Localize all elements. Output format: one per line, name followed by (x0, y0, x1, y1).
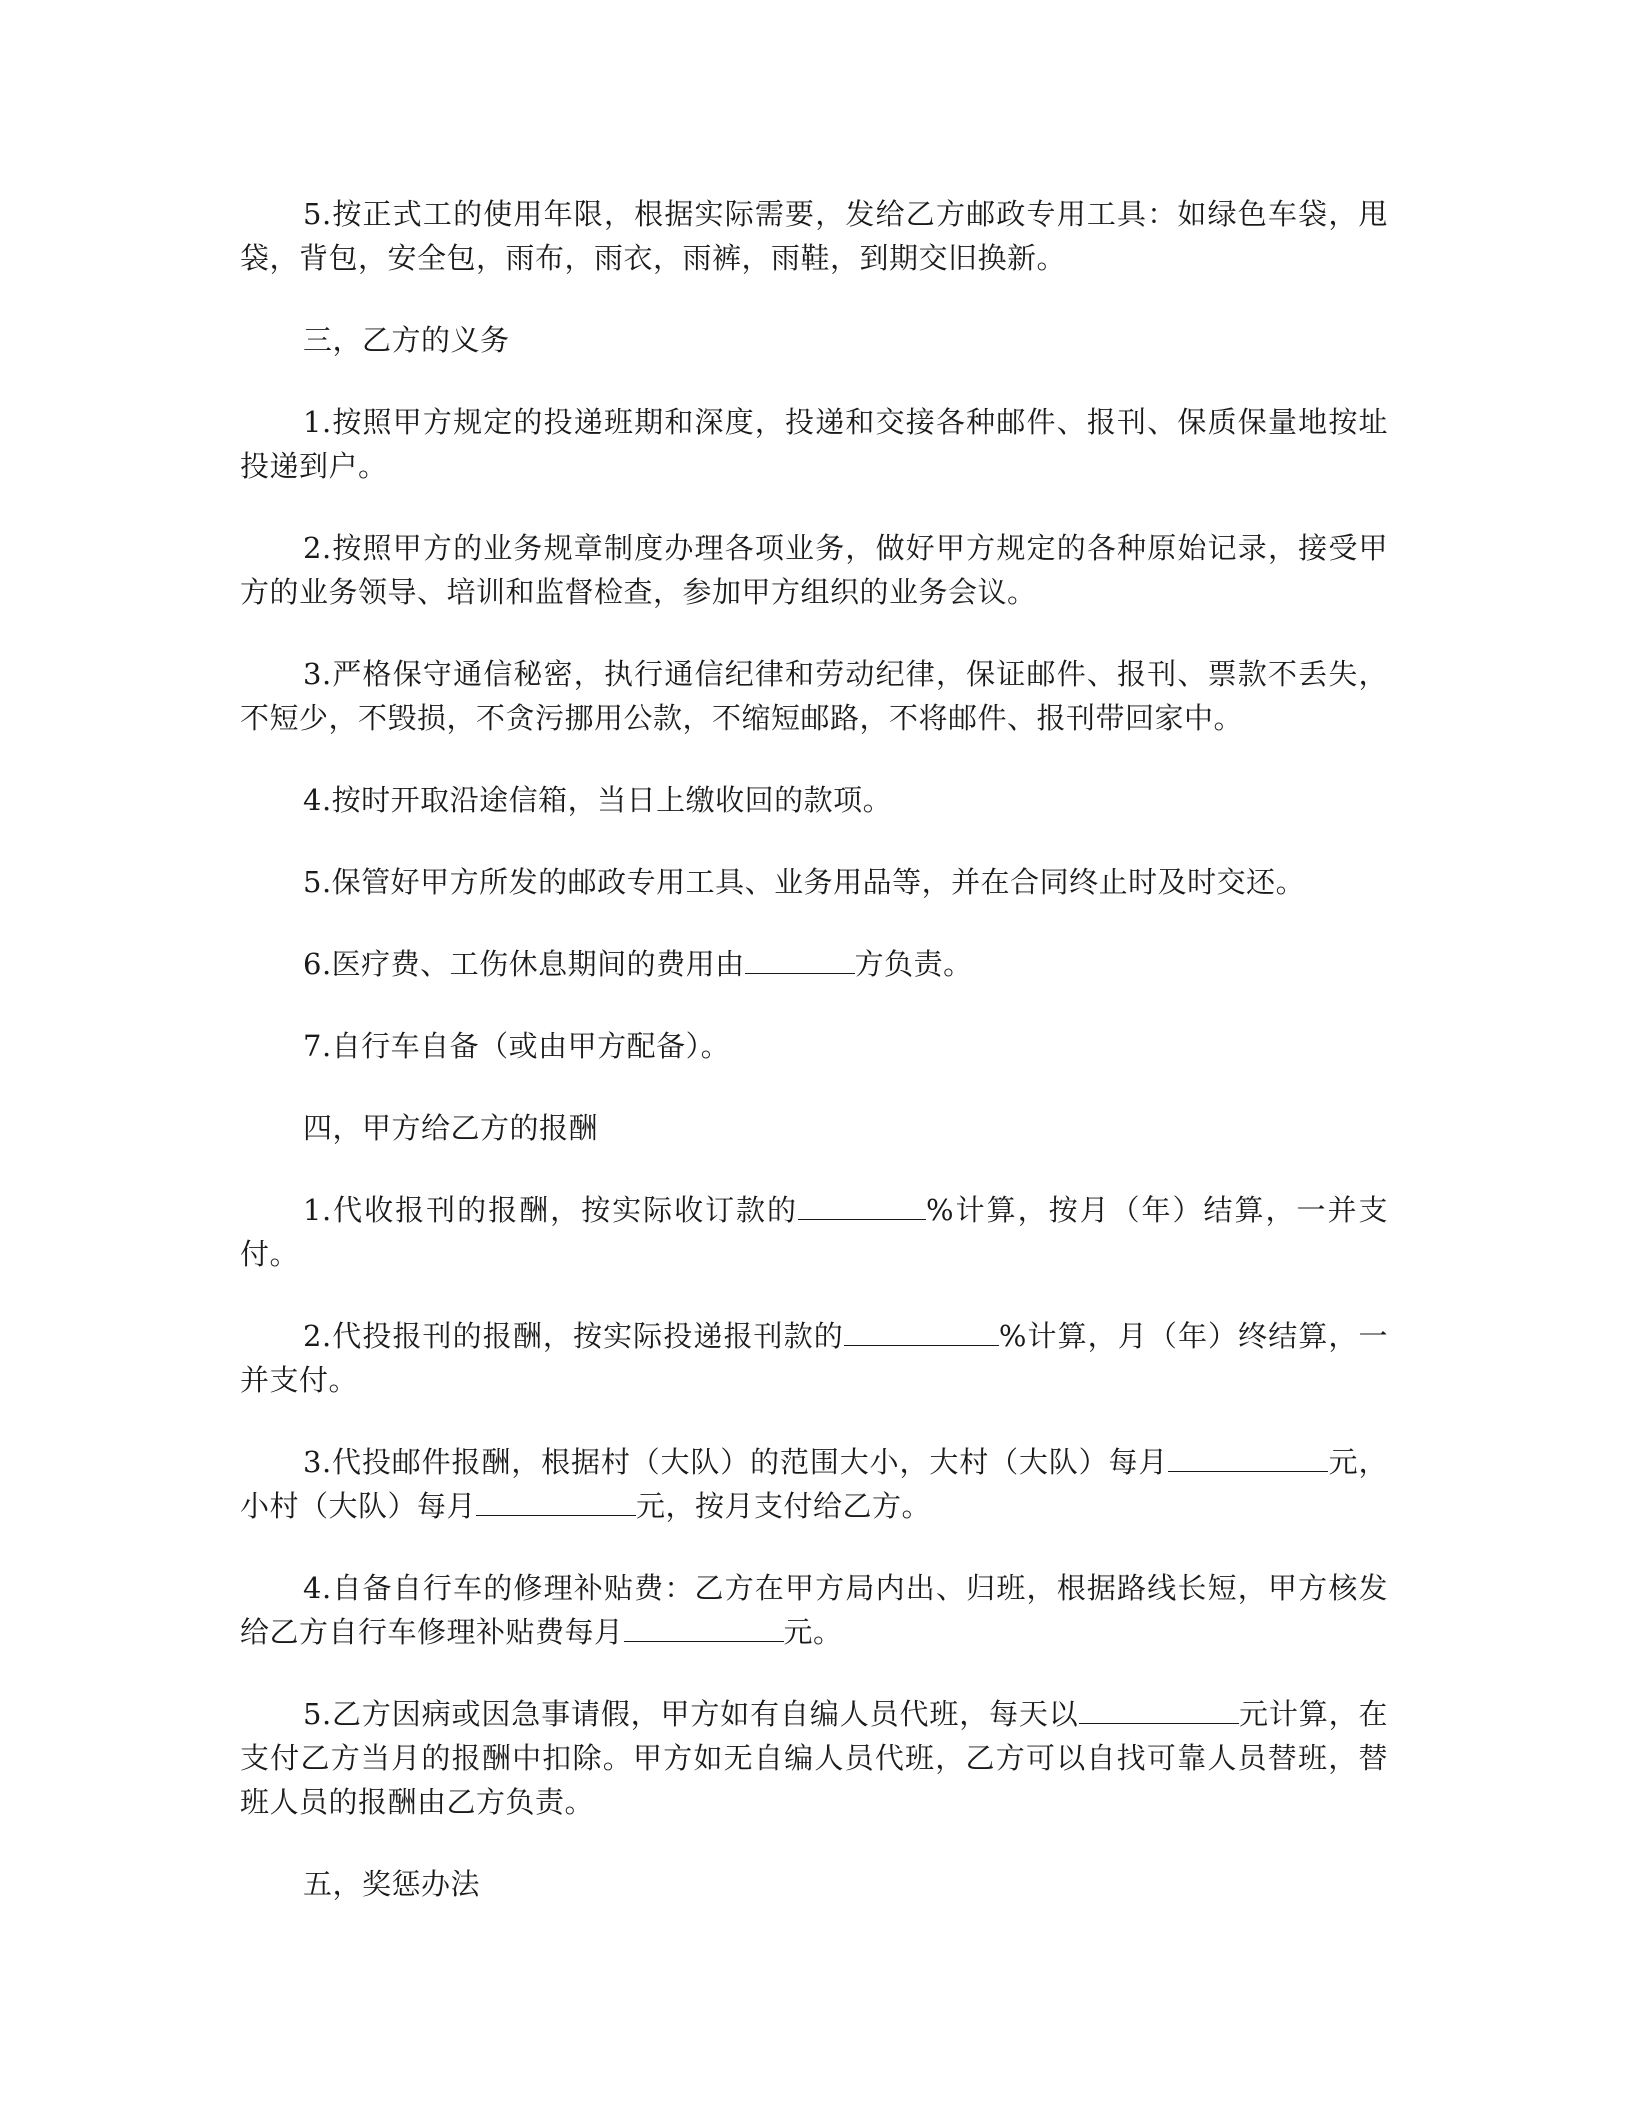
fill-in-blank[interactable] (745, 943, 855, 974)
fill-in-blank[interactable] (1168, 1441, 1328, 1472)
paragraph-text: 元。 (783, 1615, 843, 1649)
fill-in-blank[interactable] (624, 1611, 784, 1642)
section-heading-5 (240, 1862, 1388, 1906)
clause-2-5-tools (240, 192, 1388, 280)
clause-4-4-bicycle-repair (240, 1566, 1388, 1654)
fill-in-blank[interactable] (798, 1189, 926, 1220)
fill-in-blank[interactable] (844, 1315, 999, 1346)
paragraph-text: 元计算，在支付乙方当月的报酬中扣除。甲方如无自编人员代班，乙方可以自找可靠人员替班，替班人员的报酬由乙方负责。 (240, 1697, 1388, 1819)
paragraph-text: 元，按月支付给乙方。 (636, 1489, 932, 1523)
paragraph-text: 2.按照甲方的业务规章制度办理各项业务，做好甲方规定的各种原始记录，接受甲方的业务领导、培训和监督检查，参加甲方组织的业务会议。 (240, 531, 1388, 609)
clause-3-1-delivery (240, 400, 1388, 488)
clause-4-3-mail-pay (240, 1440, 1388, 1528)
paragraph-text: 3.代投邮件报酬，根据村（大队）的范围大小，大村（大队）每月 (303, 1445, 1169, 1479)
paragraph-text: 1.按照甲方规定的投递班期和深度，投递和交接各种邮件、报刊、保质保量地按址投递到户。 (240, 405, 1388, 483)
paragraph-text: 4.自备自行车的修理补贴费：乙方在甲方局内出、归班，根据路线长短，甲方核发给乙方自行车修理补贴费每月 (240, 1571, 1388, 1649)
clause-3-3-confidentiality (240, 652, 1388, 740)
paragraph-text: 6.医疗费、工伤休息期间的费用由 (303, 947, 745, 981)
paragraph-text: %计算，月（年）终结算，一并支付。 (240, 1319, 1389, 1397)
paragraph-text: %计算，按月（年）结算，一并支付。 (240, 1193, 1388, 1271)
fill-in-blank[interactable] (1079, 1693, 1239, 1724)
paragraph-text: 3.严格保守通信秘密，执行通信纪律和劳动纪律，保证邮件、报刊、票款不丢失，不短少，不毁损，不贪污挪用公款，不缩短邮路，不将邮件、报刊带回家中。 (240, 657, 1388, 735)
paragraph-text: 4.按时开取沿途信箱，当日上缴收回的款项。 (303, 783, 893, 817)
paragraph-text: 1.代收报刊的报酬，按实际收订款的 (303, 1193, 799, 1227)
clause-4-5-leave (240, 1692, 1388, 1824)
heading-text: 三，乙方的义务 (303, 323, 510, 357)
paragraph-text: 7.自行车自备（或由甲方配备）。 (303, 1029, 731, 1063)
section-heading-3 (240, 318, 1388, 362)
paragraph-text: 5.按正式工的使用年限，根据实际需要，发给乙方邮政专用工具：如绿色车袋，甩袋，背包，安全包，雨布，雨衣，雨裤，雨鞋，到期交旧换新。 (240, 197, 1388, 275)
clause-4-1-subscription-pay (240, 1188, 1388, 1276)
clause-3-7-bicycle (240, 1024, 1388, 1068)
paragraph-text: 方负责。 (854, 947, 973, 981)
clause-3-2-business-rules (240, 526, 1388, 614)
paragraph-text: 2.代投报刊的报酬，按实际投递报刊款的 (303, 1319, 844, 1353)
clause-4-2-delivery-pay (240, 1314, 1388, 1402)
paragraph-text: 5.乙方因病或因急事请假，甲方如有自编人员代班，每天以 (303, 1697, 1079, 1731)
section-heading-4 (240, 1106, 1388, 1150)
document-page (240, 192, 1388, 1944)
heading-text: 五，奖惩办法 (303, 1867, 481, 1901)
paragraph-text: 5.保管好甲方所发的邮政专用工具、业务用品等，并在合同终止时及时交还。 (303, 865, 1306, 899)
clause-3-4-mailbox (240, 778, 1388, 822)
clause-3-6-medical (240, 942, 1388, 986)
clause-3-5-custody (240, 860, 1388, 904)
paragraph-text: 元，小村（大队）每月 (240, 1445, 1388, 1523)
heading-text: 四，甲方给乙方的报酬 (303, 1111, 599, 1145)
fill-in-blank[interactable] (476, 1485, 636, 1516)
